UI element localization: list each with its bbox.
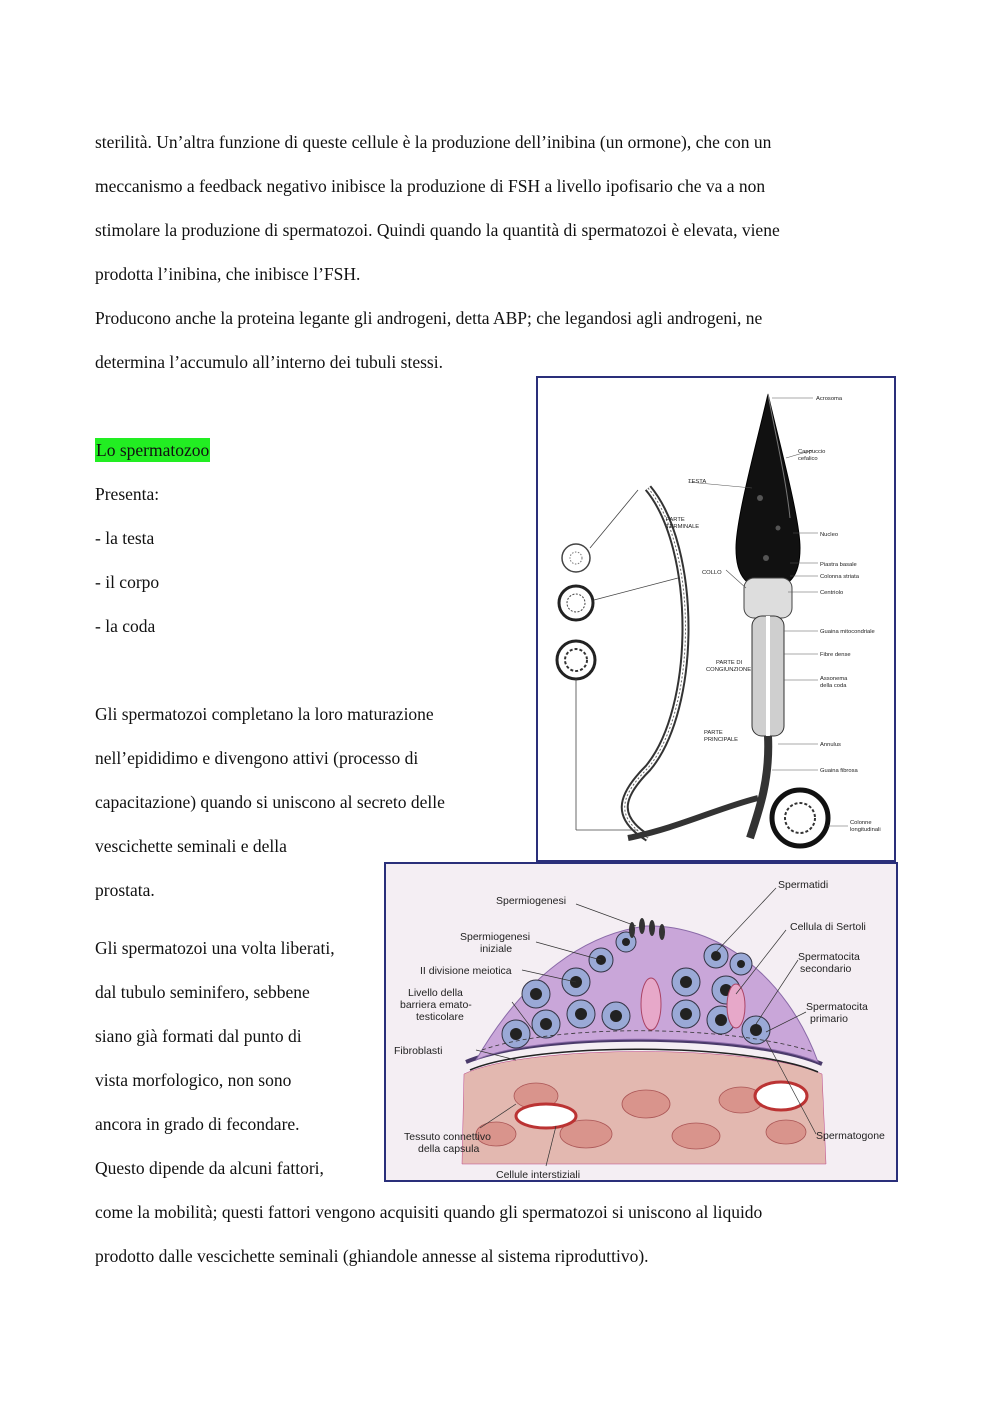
- label-della-coda: della coda: [820, 683, 847, 689]
- label-principale-2: PRINCIPALE: [704, 737, 739, 743]
- label-spermatidi: Spermatidi: [778, 879, 829, 891]
- label-divisione: II divisione meiotica: [420, 965, 512, 977]
- list-item: - la coda: [95, 616, 156, 636]
- label-nucleo: Nucleo: [820, 532, 839, 538]
- pointer-line: [594, 578, 678, 600]
- blood-vessel: [516, 1104, 576, 1128]
- label-capsula: della capsula: [418, 1143, 480, 1155]
- label-iniziale: iniziale: [480, 943, 513, 955]
- body-line: Gli spermatozoi una volta liberati,: [95, 938, 335, 958]
- list-item: - il corpo: [95, 572, 160, 592]
- label-congiunzione-2: CONGIUNZIONE: [706, 667, 752, 673]
- body-line: ancora in grado di fecondare.: [95, 1114, 300, 1134]
- label-colonne: Colonne: [850, 820, 872, 826]
- label-primario: primario: [810, 1013, 848, 1025]
- list-item: - la testa: [95, 528, 155, 548]
- cross-section-3: [557, 641, 595, 679]
- body-line: capacitazione) quando si uniscono al secreto delle: [95, 792, 445, 812]
- label-colonna: Colonna striata: [820, 574, 859, 580]
- body-line: vista morfologico, non sono: [95, 1070, 292, 1090]
- label-annulus: Annulus: [820, 742, 841, 748]
- label-cappuccio: Cappuccio: [798, 449, 826, 455]
- paragraph-line: determina l’accumulo all’interno dei tubuli stessi.: [95, 352, 443, 372]
- label-spermatogone: Spermatogone: [816, 1130, 885, 1142]
- spermatozoon-figure: [536, 376, 896, 862]
- label-piastra: Piastra basale: [820, 562, 857, 568]
- label-principale: PARTE: [704, 730, 723, 736]
- label-spermiogenesi-iniziale: Spermiogenesi: [460, 931, 531, 943]
- cross-section-2: [559, 586, 593, 620]
- tubule-diagram: [386, 864, 896, 1180]
- body-line: vescichette seminali e della: [95, 836, 287, 856]
- cross-section-large: [772, 790, 828, 846]
- body-line: come la mobilità; questi fattori vengono acquisiti quando gli spermatozoi si uniscono al liquido: [95, 1202, 763, 1222]
- label-terminale: TERMINALE: [666, 524, 700, 530]
- label-fibroblasti: Fibroblasti: [394, 1045, 443, 1057]
- paragraph-line: sterilità. Un’altra funzione di queste cellule è la produzione dell’inibina (un ormone), che con un: [95, 132, 772, 152]
- label-secondario: secondario: [800, 963, 852, 975]
- label-testicolare: testicolare: [416, 1011, 464, 1023]
- label-testa: TESTA: [688, 479, 707, 485]
- label-livello: Livello della: [408, 987, 463, 999]
- pointer-line: [590, 490, 638, 548]
- label-guaina-fibrosa: Guaina fibrosa: [820, 768, 858, 774]
- label-longitudinali: longitudinali: [850, 827, 881, 833]
- blood-vessel: [755, 1082, 807, 1110]
- label-congiunzione: PARTE DI: [716, 660, 743, 666]
- paragraph-line: Producono anche la proteina legante gli androgeni, detta ABP; che legandosi agli androgeni, ne: [95, 308, 763, 328]
- label-spermatocita-pri: Spermatocita: [806, 1001, 868, 1013]
- label-cellula-sertoli: Cellula di Sertoli: [790, 921, 866, 933]
- label-tessuto: Tessuto connettivo: [404, 1131, 491, 1143]
- label-assonema: Assonema: [820, 676, 848, 682]
- section-heading-text: Lo spermatozoo: [96, 440, 210, 460]
- label-guaina-mito: Guaina mitocondriale: [820, 629, 875, 635]
- body-line: Questo dipende da alcuni fattori,: [95, 1158, 324, 1178]
- label-fibre-dense: Fibre dense: [820, 652, 851, 658]
- body-line: siano già formati dal punto di: [95, 1026, 302, 1046]
- label-acrosoma: Acrosoma: [816, 396, 843, 402]
- body-line: dal tubulo seminifero, sebbene: [95, 982, 310, 1002]
- label-centriolo: Centriolo: [820, 590, 844, 596]
- section-intro: Presenta:: [95, 484, 160, 504]
- label-collo: COLLO: [702, 570, 722, 576]
- sperm-neck: [744, 578, 792, 618]
- tubule-figure: [384, 862, 898, 1182]
- paragraph-line: meccanismo a feedback negativo inibisce la produzione di FSH a livello ipofisario che va a non: [95, 176, 766, 196]
- label-spermatocita-sec: Spermatocita: [798, 951, 860, 963]
- body-line: prostata.: [95, 880, 155, 900]
- label-barriera: barriera emato-: [400, 999, 472, 1011]
- body-line: prodotto dalle vescichette seminali (ghiandole annesse al sistema riproduttivo).: [95, 1246, 649, 1266]
- nucleus-speck: [776, 526, 781, 531]
- cross-section-1: [562, 544, 590, 572]
- nucleus-speck: [757, 495, 763, 501]
- spermatozoon-diagram: [538, 378, 894, 860]
- label-parte-terminale: PARTE: [666, 517, 685, 523]
- label-cefalico: cefalico: [798, 456, 818, 462]
- label-cellule-interstiziali: Cellule interstiziali: [496, 1169, 581, 1180]
- body-line: Gli spermatozoi completano la loro maturazione: [95, 704, 434, 724]
- label-spermiogenesi: Spermiogenesi: [496, 895, 567, 907]
- paragraph-line: prodotta l’inibina, che inibisce l’FSH.: [95, 264, 361, 284]
- section-heading: [95, 439, 210, 461]
- tail-end: [628, 798, 758, 838]
- nucleus-speck: [763, 555, 769, 561]
- paragraph-line: stimolare la produzione di spermatozoi. Quindi quando la quantità di spermatozoi è elevata, viene: [95, 220, 780, 240]
- principal-piece: [750, 736, 768, 838]
- body-line: nell’epididimo e divengono attivi (processo di: [95, 748, 419, 768]
